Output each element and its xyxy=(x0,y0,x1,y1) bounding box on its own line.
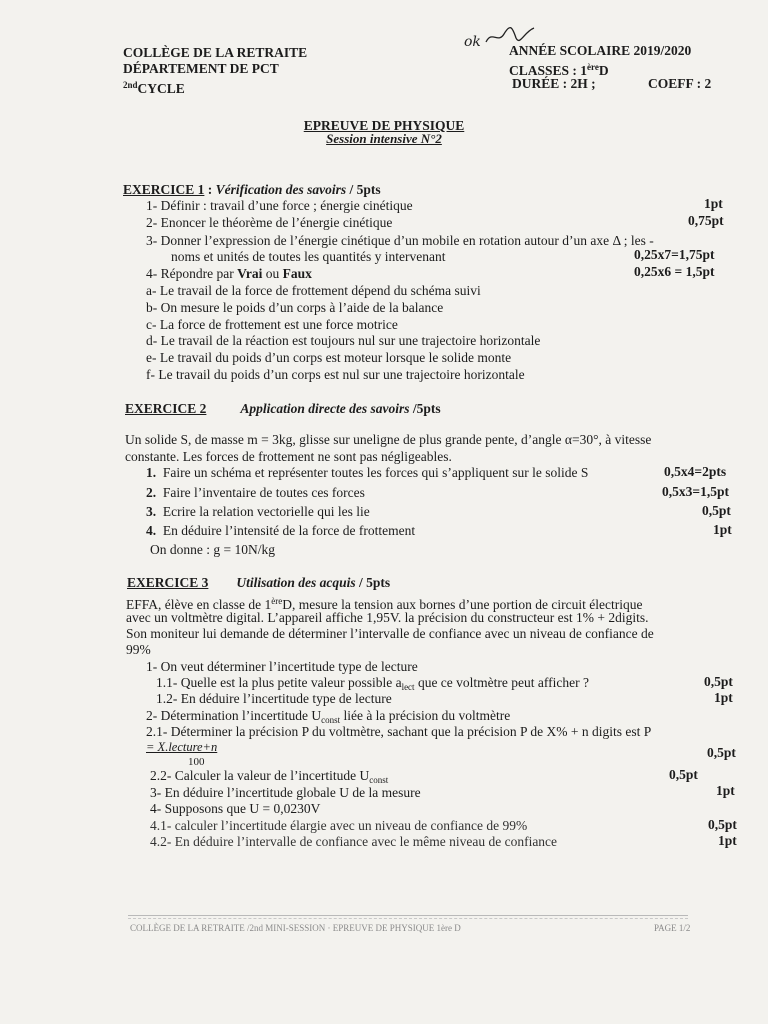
ex3-intro-line-4: 99% xyxy=(126,642,151,657)
ex3-question-2: 2- Détermination l’incertitude $U_{const}$ liée à la précision du voltmètre xyxy=(146,708,511,725)
ex3-question-2-2: 2.2- Calculer la valeur de l’incertitude $U_{const}$ xyxy=(150,768,389,785)
ex2-given-data: On donne : g = 10N/kg xyxy=(150,542,275,557)
ex3-question-1-2: 1.2- En déduire l’incertitude type de lecture xyxy=(156,691,392,706)
true-false-c: c- La force de frottement est une force motrice xyxy=(146,317,398,332)
ex3-question-4-1: 4.1- calculer l’incertitude élargie avec un niveau de confiance de 99% xyxy=(150,818,528,833)
precision-formula-denominator: 100 xyxy=(188,756,205,768)
exercise-3-title: EXERCICE 3 Utilisation des acquis / 5pts xyxy=(127,575,391,590)
ex1-q3-points: 0,25x7=1,75pt xyxy=(634,247,715,262)
ex3-question-2-1: 2.1- Déterminer la précision P du voltmètre, sachant que la précision P de X% + n digits est P xyxy=(146,724,652,739)
ex1-question-4: 4- Répondre par Vrai ou Faux xyxy=(146,266,312,281)
ex3-intro-line-3: Son moniteur lui demande de déterminer l’intervalle de confiance avec un niveau de confiance de xyxy=(126,626,654,641)
ex1-question-3: 3- Donner l’expression de l’énergie cinétique d’un mobile en rotation autour d’un axe Δ ; les - xyxy=(146,233,654,248)
ex1-question-3-cont: noms et unités de toutes les quantités y intervenant xyxy=(171,249,446,264)
footer-rule-dashed xyxy=(128,918,688,919)
true-false-a: a- Le travail de la force de frottement dépend du schéma suivi xyxy=(146,283,481,298)
ex2-question-3: 3. Ecrire la relation vectorielle qui les lie xyxy=(146,504,370,519)
school-name: COLLÈGE DE LA RETRAITE xyxy=(123,45,308,60)
footer-page-number: PAGE 1/2 xyxy=(654,923,691,933)
true-false-d: d- Le travail de la réaction est toujours nul sur une trajectoire horizontale xyxy=(146,333,541,348)
ex3-intro-line-2: avec un voltmètre digital. L’appareil affiche 1,95V. la précision du constructeur est 1% + 2digits. xyxy=(126,610,649,625)
ex2-question-2: 2. Faire l’inventaire de toutes ces forces xyxy=(146,485,365,500)
ex2-q3-points: 0,5pt xyxy=(702,503,731,518)
ex3-q2-1-points: 0,5pt xyxy=(707,745,736,760)
footer-left-text: COLLÈGE DE LA RETRAITE /2nd MINI-SESSION · EPREUVE DE PHYSIQUE 1ère D xyxy=(130,923,461,933)
ex1-q2-points: 0,75pt xyxy=(688,213,724,228)
true-false-b: b- On mesure le poids d’un corps à l’aide de la balance xyxy=(146,300,444,315)
ex3-q3-points: 1pt xyxy=(716,783,735,798)
true-false-e: e- Le travail du poids d’un corps est moteur lorsque le solide monte xyxy=(146,350,512,365)
ex3-intro-line-1: EFFA, élève en classe de 1èreD, mesure la tension aux bornes d’une portion de circuit électrique xyxy=(126,596,643,612)
ex1-q4-points: 0,25x6 = 1,5pt xyxy=(634,264,715,279)
ex2-intro-line-2: constante. Les forces de frottement ne sont pas négligeables. xyxy=(125,449,452,464)
ex2-q2-points: 0,5x3=1,5pt xyxy=(662,484,729,499)
ex1-question-1: 1- Définir : travail d’une force ; énergie cinétique xyxy=(146,198,413,213)
ex2-question-1: 1. Faire un schéma et représenter toutes les forces qui s’appliquent sur le solide S xyxy=(146,465,589,480)
ex3-q1-2-points: 1pt xyxy=(714,690,733,705)
exercise-2-title: EXERCICE 2 Application directe des savoirs /5pts xyxy=(125,401,441,416)
ex3-question-4: 4- Supposons que U = 0,0230V xyxy=(150,801,321,816)
ex3-q4-2-points: 1pt xyxy=(718,833,737,848)
ex3-question-1-1: 1.1- Quelle est la plus petite valeur possible $a_{lect}$ que ce voltmètre peut afficher ? xyxy=(156,675,589,692)
ex3-q2-2-points: 0,5pt xyxy=(669,767,698,782)
class-label: CLASSES : 1èreD xyxy=(509,62,609,78)
session-title: Session intensive N°2 xyxy=(326,131,442,146)
ex2-question-4: 4. En déduire l’intensité de la force de frottement xyxy=(146,523,416,538)
exercise-1-title: EXERCICE 1 : Vérification des savoirs / 5pts xyxy=(123,182,381,197)
ex3-question-4-2: 4.2- En déduire l’intervalle de confiance avec le même niveau de confiance xyxy=(150,834,558,849)
footer-rule xyxy=(128,915,688,916)
exam-title: EPREUVE DE PHYSIQUE xyxy=(303,118,465,133)
ex3-q4-1-points: 0,5pt xyxy=(708,817,737,832)
coefficient-label: COEFF : 2 xyxy=(648,76,712,91)
ex3-q1-1-points: 0,5pt xyxy=(704,674,733,689)
school-year: ANNÉE SCOLAIRE 2019/2020 xyxy=(509,43,692,58)
ex2-q4-points: 1pt xyxy=(713,522,732,537)
ex3-question-3: 3- En déduire l’incertitude globale U de la mesure xyxy=(150,785,421,800)
ex2-intro-line-1: Un solide S, de masse m = 3kg, glisse sur uneligne de plus grande pente, d’angle α=30°, à vitesse xyxy=(125,432,652,447)
ex2-q1-points: 0,5x4=2pts xyxy=(664,464,727,479)
duration-label: DURÉE : 2H ; xyxy=(512,76,596,91)
precision-formula-numerator: = X.lecture+n xyxy=(146,740,218,754)
cycle-label: $^{2nd}$CYCLE xyxy=(123,80,185,96)
true-false-f: f- Le travail du poids d’un corps est nul sur une trajectoire horizontale xyxy=(146,367,525,382)
ex1-question-2: 2- Enoncer le théorème de l’énergie cinétique xyxy=(146,215,393,230)
ex1-q1-points: 1pt xyxy=(704,196,723,211)
svg-text:ok: ok xyxy=(464,34,481,50)
department-name: DÉPARTEMENT DE PCT xyxy=(123,61,279,76)
ex3-question-1: 1- On veut déterminer l’incertitude type de lecture xyxy=(146,659,418,674)
